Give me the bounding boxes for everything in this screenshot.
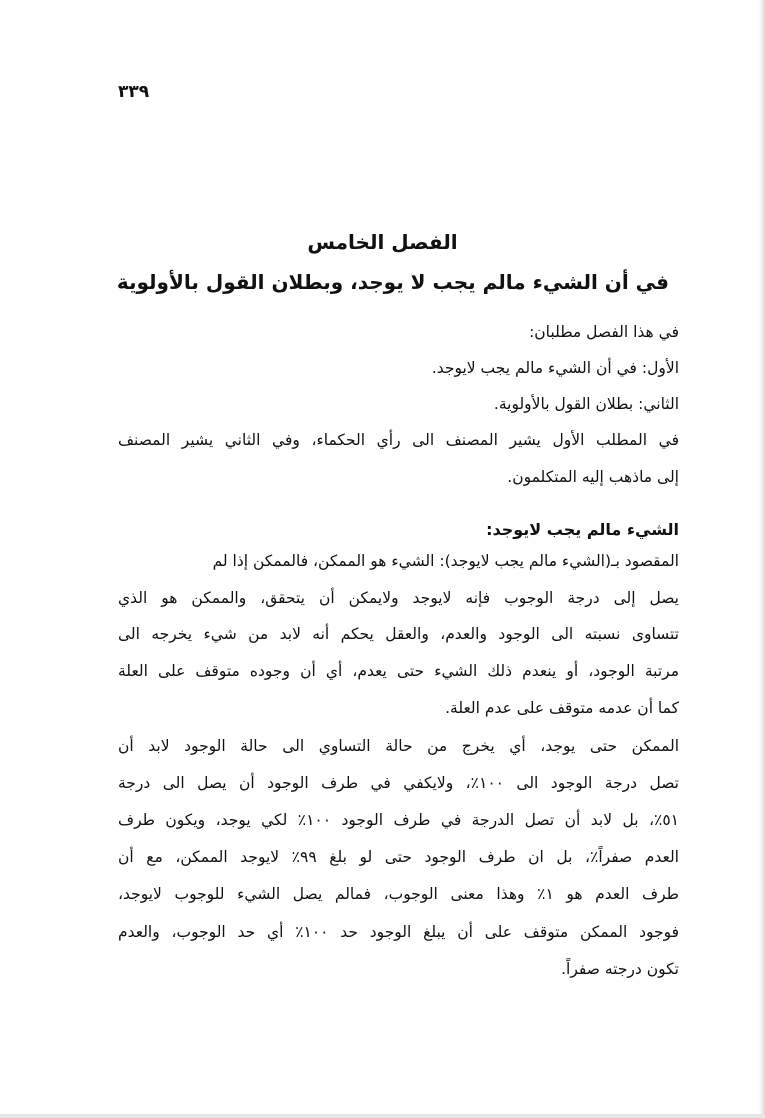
paragraph-line: تتساوى نسبته الى الوجود والعدم، والعقل يحكم أنه لابد من شيء يخرجه الى	[118, 625, 679, 643]
intro-line: في هذا الفصل مطلبان:	[529, 323, 679, 341]
paragraph-line: فوجود الممكن متوقف على أن يبلغ الوجود حد ١٠٠٪ أي حد الوجوب، والعدم	[118, 923, 679, 941]
scan-edge	[759, 0, 765, 1118]
paragraph-line: تكون درجته صفراً.	[561, 960, 679, 978]
paragraph-line: تصل درجة الوجود الى ١٠٠٪، ولايكفي في طرف الوجود أن يصل الى درجة	[118, 774, 679, 792]
paragraph-line: العدم صفراً٪، بل ان طرف الوجود حتى لو بلغ ٩٩٪ لايوجد الممكن، مع أن	[118, 848, 679, 866]
page-number: ٣٣٩	[118, 82, 150, 102]
paragraph-line: ٥١٪، بل لابد أن تصل الدرجة في طرف الوجود ١٠٠٪ لكي يوجد، ويكون طرف	[118, 811, 679, 829]
chapter-subtitle: في أن الشيء مالم يجب لا يوجد، وبطلان القول بالأولوية	[116, 270, 669, 294]
intro-line: إلى ماذهب إليه المتكلمون.	[507, 468, 679, 486]
intro-line: الثاني: بطلان القول بالأولوية.	[493, 395, 679, 413]
paragraph-line: يصل إلى درجة الوجوب فإنه لايوجد ولايمكن أن يتحقق، والممكن هو الذي	[118, 589, 679, 607]
paragraph-line: مرتبة الوجود، أو ينعدم ذلك الشيء حتى يعدم، أي أن وجوده متوقف على العلة	[118, 662, 679, 680]
intro-line: في المطلب الأول يشير المصنف الى رأي الحكماء، وفي الثاني يشير المصنف	[118, 431, 679, 449]
scan-bottom-edge	[0, 1114, 765, 1118]
paragraph-line: المقصود بـ(الشيء مالم يجب لايوجد): الشيء هو الممكن، فالممكن إذا لم	[212, 552, 679, 570]
paragraph-line: كما أن عدمه متوقف على عدم العلة.	[445, 699, 679, 717]
chapter-title: الفصل الخامس	[307, 230, 458, 254]
intro-line: الأول: في أن الشيء مالم يجب لايوجد.	[431, 359, 679, 377]
paragraph-line: الممكن حتى يوجد، أي يخرج من حالة التساوي الى حالة الوجود لابد أن	[118, 737, 679, 755]
section-heading: الشيء مالم يجب لايوجد:	[486, 520, 679, 539]
paragraph-line: طرف العدم هو ١٪ وهذا معنى الوجوب، فمالم يصل الشيء للوجوب لايوجد،	[118, 885, 679, 903]
